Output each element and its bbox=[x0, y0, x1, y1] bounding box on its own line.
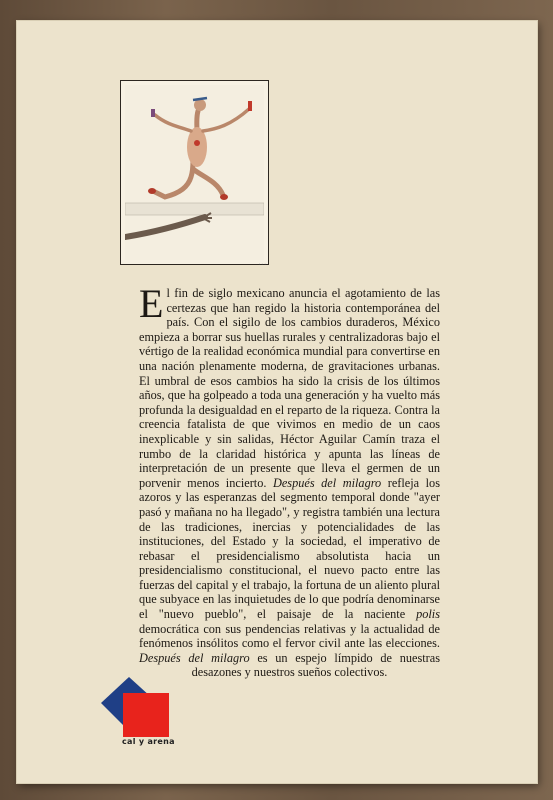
book-title-1: Después del milagro bbox=[272, 475, 382, 490]
illustration-credit-mark: ... bbox=[258, 258, 267, 268]
blurb-text-4: es un espejo límpido de nuestras desazones y nuestros sueños colectivos. bbox=[191, 650, 441, 680]
blurb-text-1: l fin de siglo mexicano anuncia el agotamiento de las certezas que han regido la historia contemporánea del país. Con el sigilo de los cambios duraderos, México empieza a borrar sus huellas rurales y centralizadoras bajo el vértigo de la realidad económica mundial para convertirse en una nación plenamente moderna, de gravitaciones urbanas. El umbral de esos cambios ha sido la crisis de los últimos años, que ha golpeado a toda una generación y ha vuelto más profunda la desigualdad en el reparto de la riqueza. Contra la creencia fatalista de que vivimos en medio de un caos inexplicable y sin salidas, Héctor Aguilar Camín traza el rumbo de la claridad histórica y apunta las líneas de interpretación de un presente que lleva el germen de un porvenir menos incierto. bbox=[139, 286, 440, 490]
book-title-2: Después del milagro bbox=[139, 650, 250, 665]
polis-term: polis bbox=[416, 607, 440, 622]
cover-illustration bbox=[120, 80, 269, 265]
blurb-text-3: democrática con sus pendencias relativas y la actualidad de fenómenos insólitos como el fervor civil ante las elecciones. bbox=[139, 621, 440, 651]
logo-red-square bbox=[123, 693, 169, 737]
dancer-illustration bbox=[125, 85, 264, 260]
back-cover-blurb bbox=[139, 281, 441, 680]
blurb-text-2: refleja los azoros y las esperanzas del segmento temporal donde "ayer pasó y mañana no ha llegado", y registra también una lectura de las tradiciones, inercias y potencialidades de las instituciones, del Estado y la sociedad, el imperativo de rebasar el presidencialismo absolutista hacia un presidencialismo constitucional, el nuevo pacto entre las fuerzas del capital y el trabajo, la fortuna de un aliento plural que subyace en las inquietudes de lo que podría denominarse el "nuevo pueblo", el paisaje de la naciente bbox=[139, 475, 440, 622]
drop-cap: E bbox=[139, 281, 164, 326]
publisher-name: cal y arena bbox=[122, 737, 175, 746]
